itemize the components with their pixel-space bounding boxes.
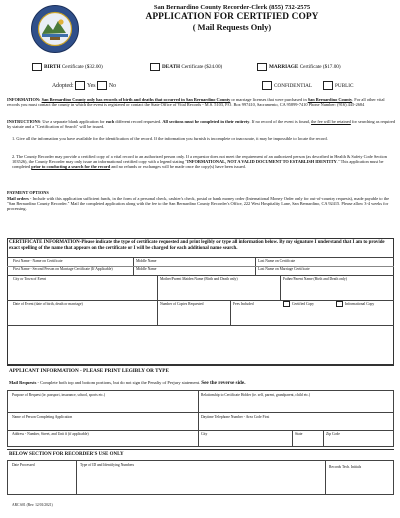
- information-text-1: or marriage licenses that were purchased in: [230, 97, 308, 102]
- applicant-col-line: [323, 430, 324, 446]
- mail-requests-lead: Mail Requests: [9, 380, 37, 385]
- applicant-heading: APPLICANT INFORMATION - PLEASE PRINT LEGIBLY OR TYPE: [9, 368, 169, 374]
- adopted-yes-checkbox[interactable]: [75, 81, 85, 90]
- birth-fee: Certificate ($32.00): [61, 64, 103, 70]
- public-checkbox[interactable]: [323, 81, 333, 90]
- instructions-fee-retained: the fee will be retained: [311, 119, 351, 124]
- cert-col-line: [157, 275, 158, 300]
- information-lead: INFORMATION:: [7, 97, 41, 102]
- certified-copy-label: Certified Copy: [292, 302, 315, 306]
- county-seal-logo: [30, 4, 80, 54]
- information-county-name: San Bernardino County: [307, 97, 353, 102]
- id-type-field[interactable]: Type of ID and Identifying Numbers: [80, 463, 135, 467]
- form-revision: ARC 601 (Rev. 12/01/2021): [12, 503, 53, 507]
- applicant-note: [9, 380, 397, 386]
- form-title: APPLICATION FOR CERTIFIED COPY: [145, 12, 319, 22]
- information-paragraph: [7, 97, 395, 107]
- instructions-text-1: : Use a separate blank application for: [40, 119, 106, 124]
- state-field[interactable]: State: [295, 432, 303, 436]
- middle-name-field[interactable]: Middle Name: [136, 259, 157, 263]
- payment-lead: Mail orders: [7, 196, 29, 201]
- informational-copy-label: Informational Copy: [345, 302, 375, 306]
- recorder-heading: BELOW SECTION FOR RECORDER'S USE ONLY: [9, 452, 124, 457]
- applicant-note-body: - Complete both top and bottom portions, but do not sign the Penalty of Perjury statement.: [36, 380, 202, 385]
- second-person-first-name-field[interactable]: First Name - Second Person on Marriage Certificate (If Applicable): [13, 267, 113, 271]
- applicant-border-right: [393, 390, 394, 446]
- applicant-border-left: [7, 390, 8, 446]
- certified-copy-checkbox[interactable]: [283, 301, 290, 307]
- instructions-text-4: for searching as required by statute and a "Certification of Search" will be issued.: [7, 119, 395, 130]
- cert-col-line: [157, 300, 158, 325]
- records-tech-initials-field[interactable]: Records Tech. Initials: [329, 465, 362, 469]
- item-2-text-2: ." This application must be completed: [12, 159, 384, 170]
- address-field[interactable]: Address - Number, Street, and Unit # (if applicable): [12, 432, 89, 436]
- relationship-field[interactable]: Relationship to Certificate Holder (ie. self, parent, grandparent, child etc.): [201, 393, 311, 397]
- zip-field[interactable]: Zip Code: [326, 432, 340, 436]
- confidential-label: CONFIDENTIAL: [274, 82, 313, 89]
- item-2-text-3: and no refunds or exchanges will be made once the copy(s) have been issued.: [110, 164, 246, 170]
- item-2-prior-search: prior to conducting a search for the record: [31, 164, 111, 170]
- informational-copy-checkbox[interactable]: [336, 301, 343, 307]
- form-subtitle: ( Mail Requests Only): [192, 23, 272, 32]
- information-text-2: . For all other vital records you must contact the county in which the event is registered or contact the State Office of Vital Records - M.S. 5103, P.O. Box 997410, Sacramento, CA 95899-7410 Phone Number: (916) 445-2684: [7, 97, 385, 108]
- phone-field[interactable]: Daytime Telephone Number - Area Code First: [201, 415, 270, 419]
- recorder-border-left: [7, 460, 8, 494]
- applicant-row-line: [7, 390, 394, 391]
- applicant-col-line: [198, 390, 199, 446]
- cert-row-line: [7, 257, 394, 258]
- birth-checkbox[interactable]: [32, 63, 42, 71]
- marriage-checkbox[interactable]: [257, 63, 267, 71]
- certificate-info-heading: CERTIFICATE INFORMATION-Please indicate the type of certificate requested and print legibly or type all information below. By my signature I understand that I am to provide exact spelling of the name that appears on the certificate or I will be charged for each additional name search.: [9, 240, 385, 251]
- adopted-no-checkbox[interactable]: [97, 81, 107, 90]
- death-option[interactable]: [150, 63, 222, 71]
- certificate-top-rule: [7, 238, 394, 239]
- recorder-top-rule: [7, 449, 394, 450]
- certified-copy-option[interactable]: [283, 301, 314, 307]
- cert-col-line: [230, 300, 231, 325]
- birth-label: BIRTH: [44, 64, 61, 70]
- instructions-each: each: [105, 119, 115, 124]
- adopted-row: [52, 81, 116, 90]
- applicant-name-field[interactable]: Name of Person Completing Application: [12, 415, 73, 419]
- second-middle-name-field[interactable]: Middle Name: [136, 267, 157, 271]
- applicant-row-line: [7, 412, 394, 413]
- death-label: DEATH: [162, 64, 181, 70]
- applicant-col-line: [292, 430, 293, 446]
- payment-heading: [7, 190, 395, 195]
- recorder-col-line: [325, 460, 326, 494]
- confidential-checkbox[interactable]: [262, 81, 272, 90]
- public-label: PUBLIC: [335, 82, 354, 89]
- applicant-top-rule: [7, 365, 394, 366]
- recorder-row-line: [7, 460, 394, 461]
- copies-requested-field[interactable]: Number of Copies Requested: [160, 302, 204, 306]
- payment-paragraph: [7, 196, 395, 212]
- recorder-phone-line: San Bernardino County Recorder-Clerk (855) 732-2575: [153, 4, 311, 11]
- death-fee: Certificate ($24.00): [181, 64, 223, 70]
- instruction-item-2: [12, 154, 395, 170]
- cert-subrow-line: [7, 266, 394, 267]
- recorder-row-line: [7, 494, 394, 495]
- recorder-border-right: [393, 460, 394, 494]
- instructions-lead: INSTRUCTIONS: [7, 119, 41, 124]
- recorder-col-line: [76, 460, 77, 494]
- city-of-event-field[interactable]: City or Town of Event: [13, 277, 47, 281]
- see-reverse-side: See the reverse side.: [201, 380, 246, 386]
- mother-maiden-name-field[interactable]: Mother/Parent Maiden Name (Birth and Death only): [160, 277, 238, 281]
- instructions-paragraph: [7, 119, 395, 129]
- adopted-no-label: No: [108, 82, 117, 89]
- fees-included-field[interactable]: Fees Included: [233, 302, 254, 306]
- instructions-text-3: . If no record of the event is found,: [249, 119, 312, 124]
- instructions-text-2: different record requested.: [114, 119, 163, 124]
- marriage-option[interactable]: [257, 63, 341, 71]
- applicant-row-line: [7, 446, 394, 447]
- cert-row-line: [7, 275, 394, 276]
- purpose-field[interactable]: Purpose of Request (ie. passport, insurance, school, sports etc.): [12, 393, 106, 397]
- applicant-row-line: [7, 430, 394, 431]
- adopted-label: Adopted:: [52, 82, 74, 89]
- item-2-legend: INFORMATIONAL, NOT A VALID DOCUMENT TO ESTABLISH IDENTITY: [187, 159, 337, 165]
- cert-col-line: [280, 275, 281, 300]
- information-county-note: San Bernardino County only has records of birth and deaths that occurred in San Bernardino County: [41, 97, 231, 102]
- city-field[interactable]: City: [201, 432, 208, 436]
- date-of-event-field[interactable]: Date of Event (date of birth, death or marriage): [13, 302, 83, 306]
- cert-row-line: [7, 325, 394, 326]
- birth-option[interactable]: [32, 63, 103, 71]
- marriage-fee: Certificate ($17.00): [299, 64, 341, 70]
- last-name-field[interactable]: Last Name on Certificate: [258, 259, 296, 263]
- instructions-entirety: All sections must be completed in their entirety: [162, 119, 250, 124]
- death-checkbox[interactable]: [150, 63, 160, 71]
- instruction-item-1: 1. Give all the information you have available for the identification of the record. If the information you furnish is incomplete or inaccurate, it may be impossible to locate the record.: [12, 136, 328, 141]
- marriage-last-name-field[interactable]: Last Name on Marriage Certificate: [258, 267, 310, 271]
- informational-copy-option[interactable]: [336, 301, 374, 307]
- first-name-field[interactable]: First Name - Name on Certificate: [13, 259, 63, 263]
- marriage-label: MARRIAGE: [269, 64, 299, 70]
- payment-title: PAYMENT OPTIONS: [7, 190, 49, 195]
- public-option[interactable]: [323, 81, 353, 90]
- date-processed-field[interactable]: Date Processed: [12, 463, 35, 467]
- adopted-yes-label: Yes: [87, 82, 96, 89]
- item-2-text-1: 2. The County Recorder may provide a certified copy of a vital record to an authorized person only. If a requestor does not meet the requirement of an authorized person (as described in Health & Safety Code Section 103526), the County Recorder may only issue an informational certified copy with a legend stating ": [12, 154, 387, 165]
- confidential-option[interactable]: [262, 81, 312, 90]
- payment-body: - Include with this application sufficient funds, in the form of a personal check, cashier's check, postal or bank money order (International Money Order only for out-of-country requests), made payable to the "San Bernardino County Recorder." Mail the completed application along with the fee to the San Bernardino County Recorder's Office, 222 West Hospitality Lane, San Bernardino, CA 92415. Please allow 3-4 weeks for processing.: [7, 196, 389, 212]
- father-name-field[interactable]: Father/Parent Name (Birth and Death only): [283, 277, 348, 281]
